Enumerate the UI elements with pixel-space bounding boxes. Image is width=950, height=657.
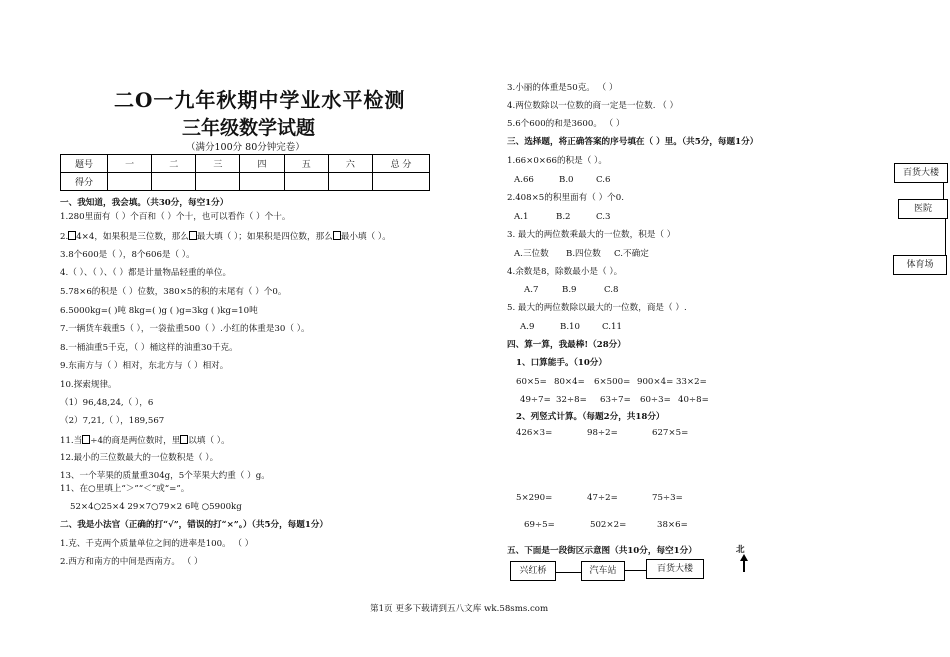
vertical-calc: 502×2= [590,520,627,530]
question-text: 4×4，如果积是三位数，那么 [76,232,189,242]
choice-option: A.66 [514,175,534,185]
question: （1）96,48,24,（ ），6 [60,398,154,408]
oral-calc: 60×5= [516,377,547,387]
vertical-calc: 5×290= [516,493,553,503]
question-text: 11.当 [60,436,83,446]
choice-option: A.9 [520,322,535,332]
question: （2）7,21,（ ），189,567 [60,416,165,426]
score-input-cell[interactable] [328,173,372,191]
score-cell: 六 [328,155,372,173]
question-text: 2. [60,232,69,242]
map-road [624,570,646,571]
judge-question: 3.小丽的体重是50克。 （ ） [507,83,618,93]
section-heading: 四、算一算，我最棒!（28分） [507,340,626,350]
oral-calc: 40÷8= [678,395,709,405]
oral-calc: 49÷7= [520,395,551,405]
score-input-cell[interactable] [373,173,430,191]
subsection-heading: 1、口算能手。（10分） [516,358,607,368]
map-place-xinghongqiao: 兴红桥 [510,561,556,581]
section-heading: 一、我知道，我会填。（共30分，每空1分） [60,198,229,208]
side-place-department-store: 百货大楼 [894,163,948,183]
score-table-score-row [61,173,430,191]
choice-question: 4.余数是8，除数最小是（ ）。 [507,267,623,277]
side-place-hospital: 医院 [898,199,948,219]
question-text: 最小填（ ）。 [340,232,391,242]
choice-option: B.10 [560,322,580,332]
score-cell: 五 [284,155,328,173]
question: 10.探索规律。 [60,380,117,390]
north-arrow-icon [739,554,749,572]
section-heading: 五、下面是一段街区示意图（共10分，每空1分） [507,546,697,556]
vertical-calc: 426×3= [516,428,553,438]
score-cell: 题号 [61,155,108,173]
question: 9.东南方与（ ）相对，东北方与（ ）相对。 [60,361,229,371]
score-cell: 四 [240,155,284,173]
choice-option: B.2 [556,212,571,222]
exam-score-note: （满分100分 80分钟完卷） [186,142,305,153]
question: 13、一个苹果的质量重304g，5个苹果大约重（ ）g。 [60,471,270,481]
choice-option: C.3 [596,212,611,222]
vertical-calc: 75÷3= [652,493,683,503]
score-cell: 三 [196,155,240,173]
score-input-cell[interactable] [152,173,196,191]
vertical-calc: 627×5= [652,428,689,438]
side-road [943,182,944,199]
map-place-department-store: 百货大楼 [646,559,704,579]
choice-option: B.9 [562,285,577,295]
judge-question: 2.西方和南方的中间是西南方。 （ ） [60,557,203,567]
choice-option: C.不确定 [614,249,649,259]
oral-calc: 32÷8= [556,395,587,405]
question: 7.一辆货车载重5（ ），一袋盐重500（ ）.小红的体重是30（ ）。 [60,324,310,334]
blank-box-icon [333,231,341,240]
question [60,231,391,243]
blank-box-icon [189,231,197,240]
map-road [556,572,582,573]
question: 8.一桶油重5千克，（ ）桶这样的油重30千克。 [60,343,238,353]
score-cell: 总 分 [373,155,430,173]
choice-option: C.11 [602,322,622,332]
score-input-cell[interactable] [240,173,284,191]
choice-option: B.0 [559,175,574,185]
choice-option: C.8 [604,285,619,295]
question-text: ÷4的商是两位数时，里 [90,436,181,446]
choice-question: 5. 最大的两位数除以最大的一位数，商是（ ）. [507,303,687,313]
question: 1.280里面有（ ）个百和（ ）个十，也可以看作（ ）个十。 [60,212,291,222]
vertical-calc: 69÷5= [524,520,555,530]
vertical-calc: 47÷2= [587,493,618,503]
score-cell: 二 [152,155,196,173]
question: 12.最小的三位数最大的一位数积是（ ）。 [60,453,219,463]
choice-question: 2.408×5的积里面有（ ）个0. [507,193,624,203]
question: 6.5000kg=( )吨 8kg=( )g ( )g=3kg ( )kg=10吨 [60,306,258,316]
question: 4.（ ）、（ ）、（ ）都是计量物品轻重的单位。 [60,268,232,278]
page-footer: 第1页 更多下载请到五八文库 wk.58sms.com [370,604,549,614]
judge-question: 4.两位数除以一位数的商一定是一位数. （ ） [507,101,679,111]
question [60,435,230,447]
vertical-calc: 38×6= [657,520,688,530]
oral-calc: 900×4= [637,377,674,387]
choice-option: A.7 [524,285,539,295]
choice-option: B.四位数 [566,249,601,259]
question: 3.8个600是（ ），8个606是（ ）。 [60,250,195,260]
choice-option: A.三位数 [514,249,549,259]
exam-subtitle-grade: 三年级数学试题 [182,117,316,139]
subsection-heading: 2、列竖式计算。（每题2分，共18分） [516,412,665,422]
oral-calc: 33×2= [676,377,707,387]
section-heading: 二、我是小法官（正确的打“√”，错误的打“×”。）（共5分，每题1分） [60,520,329,530]
oral-calc: 63÷7= [600,395,631,405]
compare-row: 52×4○25×4 29×7○79×2 6吨 ○5900kg [70,502,242,512]
section-heading: 三、选择题，将正确答案的序号填在（ ）里。（共5分，每题1分） [507,137,759,147]
question-text: 以填（ ）。 [188,436,230,446]
exam-title: 二O一九年秋期中学业水平检测 [114,88,406,112]
choice-option: A.1 [514,212,529,222]
score-input-cell[interactable] [196,173,240,191]
oral-calc: 6×500= [594,377,631,387]
score-table [60,154,430,191]
question: 5.78×6的积是（ ）位数，380×5的积的末尾有（ ）个0。 [60,287,287,297]
choice-question: 3. 最大的两位数乘最大的一位数，积是（ ） [507,230,676,240]
judge-question: 5.6个600的和是3600。 （ ） [507,119,625,129]
judge-question: 1.克、千克两个质量单位之间的进率是100。 （ ） [60,539,254,549]
side-place-stadium: 体育场 [893,255,947,275]
choice-question: 1.66×0×66的积是（ ）。 [507,156,607,166]
map-place-bus-station: 汽车站 [581,561,625,581]
blank-box-icon [68,231,76,240]
score-cell: 一 [108,155,152,173]
score-cell: 得分 [61,173,108,191]
score-input-cell[interactable] [108,173,152,191]
question: 11、在○里填上“＞”“＜”或“=”。 [60,484,190,494]
question-text: 最大填（ ）；如果积是四位数，那么 [196,232,333,242]
north-label: 北 [736,545,745,555]
oral-calc: 60÷3= [640,395,671,405]
vertical-calc: 98÷2= [587,428,618,438]
score-table-header-row [61,155,430,173]
side-road [945,218,946,255]
score-input-cell[interactable] [284,173,328,191]
oral-calc: 80×4= [554,377,585,387]
choice-option: C.6 [596,175,611,185]
